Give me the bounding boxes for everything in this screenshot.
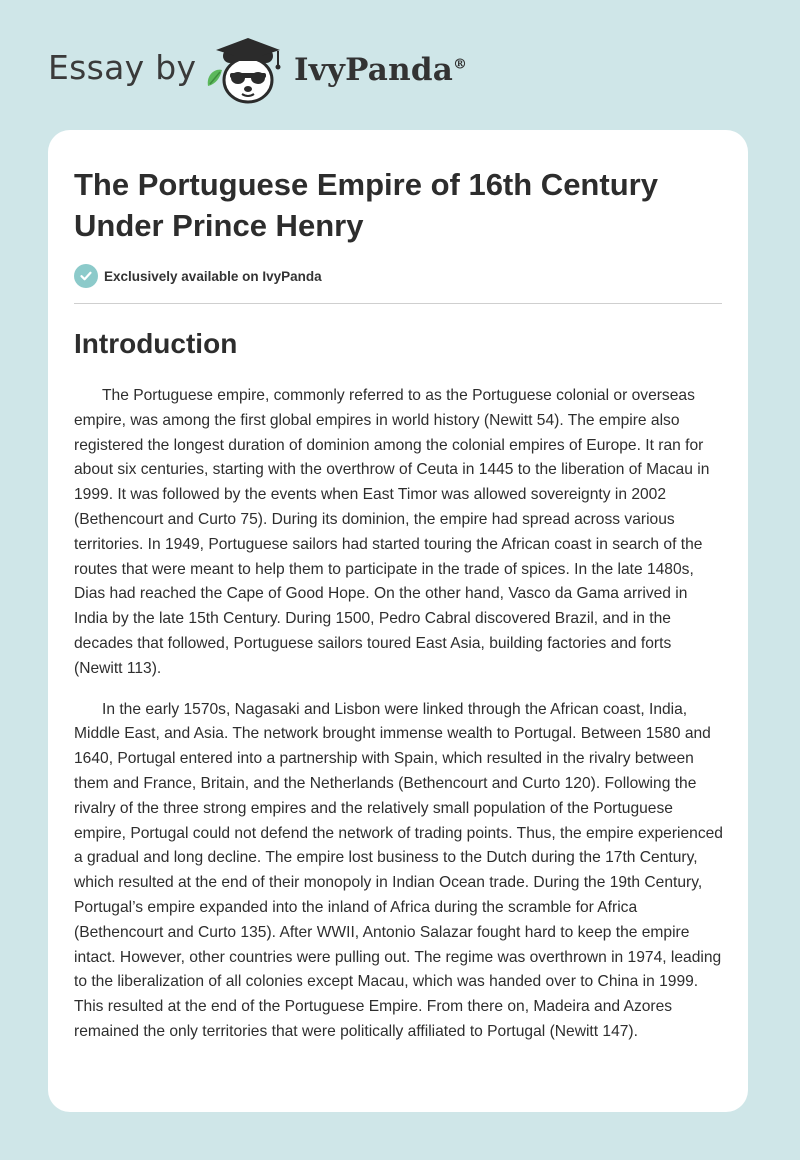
article-body <box>74 384 724 1061</box>
brand-name-text: IvyPanda <box>294 52 453 88</box>
brand-prefix: Essay by <box>48 48 197 87</box>
section-heading: Introduction <box>74 328 238 359</box>
paragraph: The Portuguese empire, commonly referred to as the Portuguese colonial or overseas empire, was among the first global empires in world history (Newitt 54). The empire also registered the longest duration of dominion among the colonial empires of Europe. It ran for about six centuries, starting with the overthrow of Ceuta in 1445 to the liberation of Macau in 1999. It was followed by the events when East Timor was allowed sovereignty in 2002 (Bethencourt and Curto 75). During its dominion, the empire had spread across various territories. In 1949, Portuguese sailors had started touring the African coast in search of the routes that were meant to help them to participate in the trade of spices. In the late 1480s, Dias had reached the Cape of Good Hope. On the other hand, Vasco da Gama arrived in India by the late 15th Century. During 1500, Pedro Cabral discovered Brazil, and in the decades that followed, Portuguese sailors toured East Asia, building factories and forts (Newitt 113). <box>74 387 710 677</box>
article-title: The Portuguese Empire of 16th Century Under Prince Henry <box>74 167 658 243</box>
site-header <box>48 36 488 106</box>
brand-name[interactable] <box>294 52 467 88</box>
check-circle-icon <box>74 264 98 288</box>
article-card <box>48 130 748 1112</box>
exclusive-badge <box>74 263 322 289</box>
registered-mark: ® <box>453 56 468 73</box>
paragraph: In the early 1570s, Nagasaki and Lisbon were linked through the African coast, India, Middle East, and Asia. The network brought immense wealth to Portugal. Between 1580 and 1640, Portugal entered into a partnership with Spain, which resulted in the rivalry between them and France, Britain, and the Netherlands (Bethencourt and Curto 120). Following the rivalry of the three strong empires and the relatively small population of the Portuguese empire, Portugal could not defend the network of trading points. Thus, the empire experienced a gradual and long decline. The empire lost business to the Dutch during the 17th Century, which resulted at the end of their monopoly in Indian Ocean trade. During the 19th Century, Portugal’s empire expanded into the inland of Africa during the scramble for Africa (Bethencourt and Curto 135). After WWII, Antonio Salazar fought hard to keep the empire intact. However, other countries were pulling out. The regime was overthrown in 1974, leading to the liberalization of all colonies except Macau, which was handed over to China in 1999. This resulted at the end of the Portuguese Empire. From there on, Madeira and Azores remained the only territories that were politically affiliated to Portugal (Newitt 147). <box>74 700 723 1040</box>
exclusive-badge-text: Exclusively available on IvyPanda <box>104 268 322 284</box>
panda-graduation-cap-icon[interactable] <box>200 36 290 106</box>
divider <box>74 303 722 304</box>
